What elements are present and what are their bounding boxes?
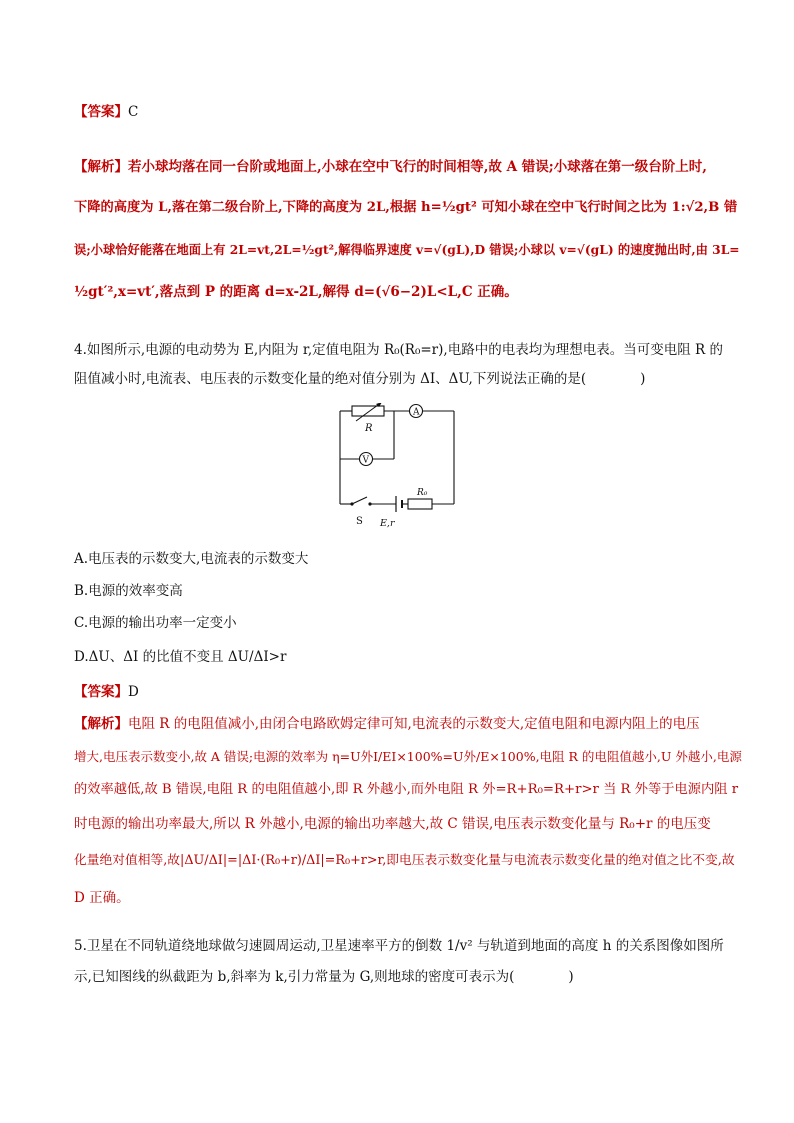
q4-analysis-line-4: 时电源的输出功率最大,所以 R 外越小,电源的输出功率越大,故 C 错误,电压表示数变化量与 R₀+r 的电压变 [74, 816, 711, 832]
q4-analysis-line-1: 【解析】电阻 R 的电阻值减小,由闭合电路欧姆定律可知,电流表的示数变大,定值电阻和电源内阻上的电压 [74, 716, 700, 732]
q4-analysis-line-2: 增大,电压表示数变小,故 A 错误;电源的效率为 η=U外I/EI×100%=U外/E×100%,电阻 R 的电阻值越小,U 外越小,电源 [74, 749, 742, 764]
ammeter-label: A [413, 407, 420, 418]
fixed-resistor-icon [408, 499, 432, 509]
q5-stem-line-1: 5.卫星在不同轨道绕地球做匀速圆周运动,卫星速率平方的倒数 1/v² 与轨道到地面的高度 h 的关系图像如图所 [74, 938, 724, 954]
q4-analysis-line-3: 的效率越低,故 B 错误,电阻 R 的电阻值越小,即 R 外越小,而外电阻 R 外=R+R₀=R+r>r 当 R 外等于电源内阻 r [74, 782, 739, 797]
answer-value: D [128, 684, 139, 700]
battery-icon [396, 496, 402, 512]
q4-answer-line [74, 683, 139, 701]
switch-label: S [356, 516, 363, 527]
q3-answer-line [74, 103, 138, 121]
voltmeter-label: V [362, 455, 369, 466]
resistor-r-label: R [365, 423, 373, 434]
analysis-tag: 【解析】 [74, 159, 128, 175]
answer-tag: 【答案】 [74, 104, 128, 120]
option-b: B.电源的效率变高 [74, 583, 183, 599]
q4-stem-line-2: 阻值减小时,电流表、电压表的示数变化量的绝对值分别为 ΔI、ΔU,下列说法正确的是( ) [74, 371, 646, 387]
option-c: C.电源的输出功率一定变小 [74, 615, 237, 631]
resistor-r0-label: R₀ [417, 488, 428, 498]
q4-analysis-line-6: D 正确。 [74, 890, 130, 906]
q5-stem-line-2: 示,已知图线的纵截距为 b,斜率为 k,引力常量为 G,则地球的密度可表示为( ) [74, 969, 574, 985]
q3-analysis-line-3: 误;小球恰好能落在地面上有 2L=vt,2L=½gt²,解得临界速度 v=√(gL),D 错误;小球以 v=√(gL) 的速度抛出时,由 3L= [74, 242, 740, 257]
variable-resistor-icon [352, 406, 384, 416]
answer-tag: 【答案】 [74, 684, 128, 700]
option-d: D.ΔU、ΔI 的比值不变且 ΔU/ΔI>r [74, 649, 287, 665]
q3-analysis-line-2: 下降的高度为 L,落在第二级台阶上,下降的高度为 2L,根据 h=½gt² 可知小球在空中飞行时间之比为 1:√2,B 错 [74, 200, 738, 215]
q4-stem-line-1: 4.如图所示,电源的电动势为 E,内阻为 r,定值电阻为 R₀(R₀=r),电路中的电表均为理想电表。当可变电阻 R 的 [74, 342, 723, 358]
analysis-tag: 【解析】 [74, 716, 128, 732]
q4-analysis-line-5: 化量绝对值相等,故|ΔU/ΔI|=|ΔI·(R₀+r)/ΔI|=R₀+r>r,即电压表示数变化量与电流表示数变化量的绝对值之比不变,故 [74, 853, 735, 868]
battery-label: E,r [380, 518, 395, 529]
option-a: A.电压表的示数变大,电流表的示数变大 [74, 551, 309, 567]
answer-value: C [128, 104, 139, 120]
circuit-diagram [336, 403, 464, 530]
q3-analysis-line-1: 【解析】若小球均落在同一台阶或地面上,小球在空中飞行的时间相等,故 A 错误;小球落在第一级台阶上时, [74, 159, 707, 175]
switch-icon [350, 497, 371, 506]
q3-analysis-line-4: ½gt′²,x=vt′,落点到 P 的距离 d=x-2L,解得 d=(√6−2)L<L,C 正确。 [74, 284, 518, 300]
